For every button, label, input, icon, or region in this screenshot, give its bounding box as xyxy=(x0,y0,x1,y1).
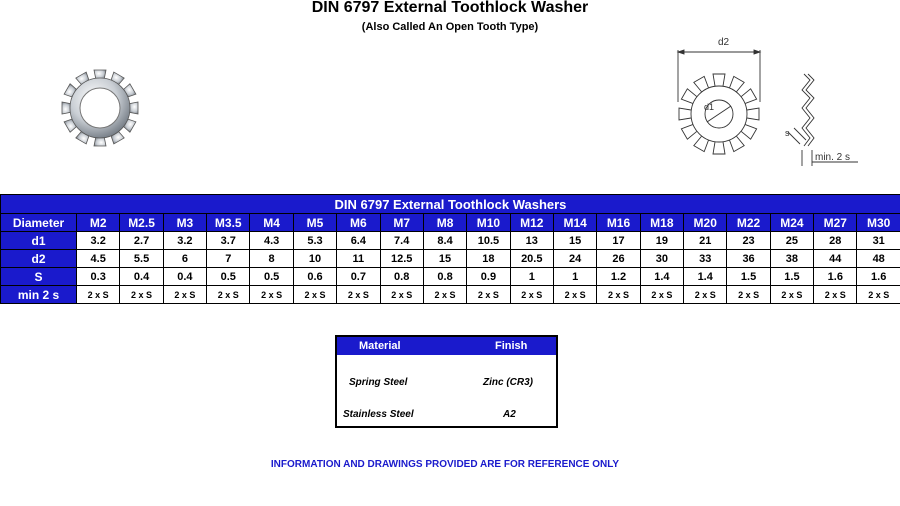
washer-technical-drawing xyxy=(662,32,892,172)
table-cell: 2 x S xyxy=(727,286,770,304)
table-cell: 10.5 xyxy=(467,232,510,250)
table-cell: 0.6 xyxy=(293,268,336,286)
finish-cell: A2 xyxy=(503,409,516,420)
page-title: DIN 6797 External Toothlock Washer xyxy=(311,0,589,16)
table-cell: 4.3 xyxy=(250,232,293,250)
d2-label: d2 xyxy=(718,37,730,48)
size-header: M5 xyxy=(293,214,336,232)
material-header-bar xyxy=(337,337,556,355)
material-cell: Stainless Steel xyxy=(343,409,414,420)
table-cell: 7 xyxy=(207,250,250,268)
table-cell: 3.2 xyxy=(163,232,206,250)
row-label: min 2 s xyxy=(1,286,77,304)
table-cell: 1 xyxy=(553,268,596,286)
table-cell: 1 xyxy=(510,268,553,286)
table-cell: 2 x S xyxy=(250,286,293,304)
row-label: S xyxy=(1,268,77,286)
table-cell: 4.5 xyxy=(77,250,120,268)
size-header: M2.5 xyxy=(120,214,163,232)
table-cell: 0.5 xyxy=(250,268,293,286)
size-header: M2 xyxy=(77,214,120,232)
size-header: M8 xyxy=(423,214,466,232)
diameter-header: Diameter xyxy=(1,214,77,232)
table-cell: 17 xyxy=(597,232,640,250)
table-cell: 0.3 xyxy=(77,268,120,286)
table-cell: 2 x S xyxy=(684,286,727,304)
table-cell: 0.7 xyxy=(337,268,380,286)
finish-header: Finish xyxy=(495,340,528,352)
table-cell: 2 x S xyxy=(770,286,813,304)
table-cell: 48 xyxy=(857,250,900,268)
table-cell: 31 xyxy=(857,232,900,250)
size-header: M10 xyxy=(467,214,510,232)
washer-photo xyxy=(50,62,150,154)
table-row xyxy=(1,268,900,286)
size-header: M16 xyxy=(597,214,640,232)
table-cell: 15 xyxy=(553,232,596,250)
table-cell: 2 x S xyxy=(857,286,900,304)
row-label: d2 xyxy=(1,250,77,268)
table-cell: 2 x S xyxy=(207,286,250,304)
size-header: M7 xyxy=(380,214,423,232)
reference-notice: INFORMATION AND DRAWINGS PROVIDED ARE FOR REFERENCE ONLY xyxy=(270,459,620,470)
table-cell: 1.5 xyxy=(727,268,770,286)
table-cell: 6.4 xyxy=(337,232,380,250)
table-cell: 8.4 xyxy=(423,232,466,250)
spec-table xyxy=(0,194,900,304)
table-cell: 3.2 xyxy=(77,232,120,250)
min2s-label: min. 2 s xyxy=(815,152,851,163)
table-row xyxy=(1,286,900,304)
material-cell: Spring Steel xyxy=(349,377,408,388)
size-header: M20 xyxy=(684,214,727,232)
table-cell: 0.4 xyxy=(120,268,163,286)
table-cell: 2 x S xyxy=(814,286,857,304)
table-cell: 2 x S xyxy=(77,286,120,304)
table-cell: 8 xyxy=(250,250,293,268)
size-header: M6 xyxy=(337,214,380,232)
page-subtitle: (Also Called An Open Tooth Type) xyxy=(361,21,539,33)
table-cell: 19 xyxy=(640,232,683,250)
table-cell: 2 x S xyxy=(337,286,380,304)
size-header: M24 xyxy=(770,214,813,232)
table-cell: 36 xyxy=(727,250,770,268)
table-cell: 2 x S xyxy=(640,286,683,304)
table-cell: 0.8 xyxy=(423,268,466,286)
table-cell: 1.4 xyxy=(684,268,727,286)
material-header: Material xyxy=(359,340,401,352)
table-cell: 18 xyxy=(467,250,510,268)
table-cell: 5.3 xyxy=(293,232,336,250)
table-cell: 24 xyxy=(553,250,596,268)
size-header: M3.5 xyxy=(207,214,250,232)
table-cell: 44 xyxy=(814,250,857,268)
table-cell: 0.4 xyxy=(163,268,206,286)
table-cell: 2 x S xyxy=(380,286,423,304)
table-cell: 2 x S xyxy=(510,286,553,304)
table-cell: 1.4 xyxy=(640,268,683,286)
size-header: M27 xyxy=(814,214,857,232)
table-cell: 1.6 xyxy=(857,268,900,286)
table-cell: 0.9 xyxy=(467,268,510,286)
spec-table-title: DIN 6797 External Toothlock Washers xyxy=(1,195,900,214)
table-cell: 1.5 xyxy=(770,268,813,286)
table-cell: 30 xyxy=(640,250,683,268)
table-cell: 2 x S xyxy=(423,286,466,304)
table-cell: 28 xyxy=(814,232,857,250)
table-cell: 7.4 xyxy=(380,232,423,250)
table-cell: 2 x S xyxy=(293,286,336,304)
size-header: M14 xyxy=(553,214,596,232)
table-cell: 2 x S xyxy=(553,286,596,304)
table-cell: 11 xyxy=(337,250,380,268)
table-cell: 13 xyxy=(510,232,553,250)
table-cell: 25 xyxy=(770,232,813,250)
size-header: M3 xyxy=(163,214,206,232)
size-header-row xyxy=(1,214,900,232)
finish-cell: Zinc (CR3) xyxy=(483,377,533,388)
table-cell: 2 x S xyxy=(163,286,206,304)
table-cell: 12.5 xyxy=(380,250,423,268)
table-cell: 2.7 xyxy=(120,232,163,250)
size-header: M4 xyxy=(250,214,293,232)
table-cell: 21 xyxy=(684,232,727,250)
table-cell: 6 xyxy=(163,250,206,268)
material-finish-box xyxy=(335,335,558,428)
table-row xyxy=(1,232,900,250)
table-cell: 1.6 xyxy=(814,268,857,286)
size-header: M30 xyxy=(857,214,900,232)
size-header: M18 xyxy=(640,214,683,232)
table-cell: 3.7 xyxy=(207,232,250,250)
row-label: d1 xyxy=(1,232,77,250)
table-cell: 26 xyxy=(597,250,640,268)
table-cell: 20.5 xyxy=(510,250,553,268)
table-cell: 2 x S xyxy=(597,286,640,304)
size-header: M22 xyxy=(727,214,770,232)
table-cell: 2 x S xyxy=(467,286,510,304)
s-label: s xyxy=(785,128,790,138)
table-cell: 0.5 xyxy=(207,268,250,286)
table-cell: 2 x S xyxy=(120,286,163,304)
table-cell: 38 xyxy=(770,250,813,268)
table-row xyxy=(1,250,900,268)
size-header: M12 xyxy=(510,214,553,232)
table-cell: 23 xyxy=(727,232,770,250)
table-cell: 0.8 xyxy=(380,268,423,286)
table-cell: 15 xyxy=(423,250,466,268)
d1-label: d1 xyxy=(704,102,715,112)
table-cell: 10 xyxy=(293,250,336,268)
table-cell: 5.5 xyxy=(120,250,163,268)
table-cell: 1.2 xyxy=(597,268,640,286)
table-cell: 33 xyxy=(684,250,727,268)
